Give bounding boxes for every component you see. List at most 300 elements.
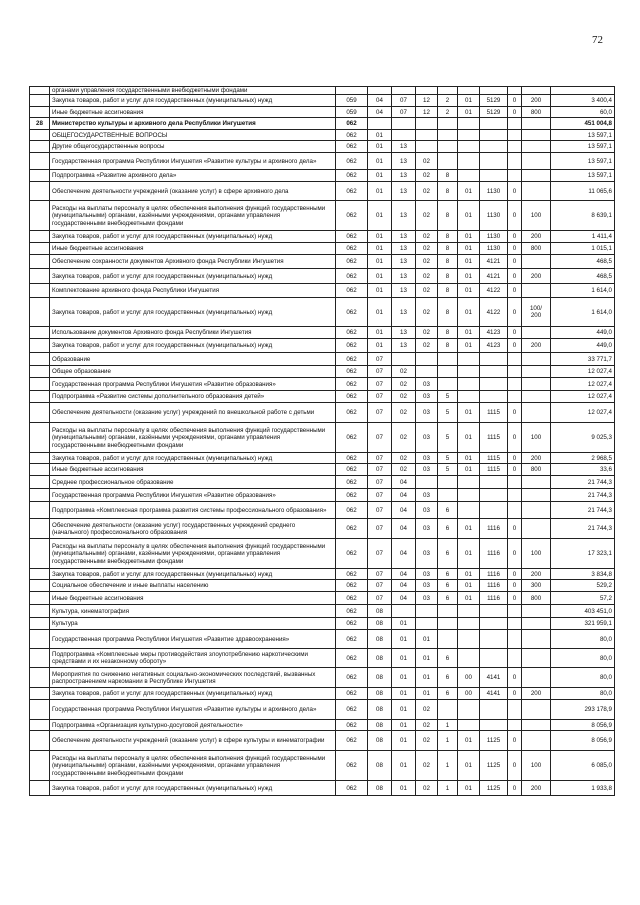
row-amount: 293 178,9 (551, 700, 615, 720)
code-direction: 1115 (480, 453, 508, 464)
code-direction: 1116 (480, 569, 508, 580)
code-gr: 062 (336, 489, 368, 502)
row-amount: 1 614,0 (551, 284, 615, 298)
code-gr: 062 (336, 700, 368, 720)
code-rz: 08 (368, 618, 392, 630)
code-vr (522, 378, 551, 391)
code-direction (480, 502, 508, 519)
code-event (458, 476, 480, 489)
code-direction: 1115 (480, 403, 508, 423)
code-vr (522, 502, 551, 519)
table-row (30, 502, 615, 519)
code-gr: 059 (336, 107, 368, 118)
code-program: 12 (416, 95, 438, 107)
code-program: 02 (416, 700, 438, 720)
row-name: Подпрограмма «Комплексные меры противодействия злоупотреблению наркотическими средствами и их незаконному обороту» (50, 649, 336, 668)
code-program: 02 (416, 269, 438, 284)
code-event: 01 (458, 423, 480, 453)
code-gr: 062 (336, 118, 368, 130)
code-subprogram: 1 (438, 751, 458, 781)
table-row (30, 269, 615, 284)
code-pr: 02 (392, 366, 416, 378)
code-direction-suffix: 0 (508, 539, 522, 569)
row-amount: 449,0 (551, 339, 615, 353)
row-name: Культура, кинематография (50, 605, 336, 618)
code-direction: 1130 (480, 182, 508, 201)
code-event: 01 (458, 255, 480, 269)
code-program (416, 141, 438, 153)
row-number (30, 339, 50, 353)
code-direction (480, 700, 508, 720)
row-number (30, 87, 50, 95)
code-rz: 01 (368, 339, 392, 353)
code-program: 03 (416, 378, 438, 391)
code-direction (480, 118, 508, 130)
code-direction-suffix (508, 630, 522, 649)
code-direction: 4122 (480, 298, 508, 327)
code-event: 01 (458, 781, 480, 796)
table-row (30, 353, 615, 366)
code-event: 01 (458, 182, 480, 201)
table-row (30, 366, 615, 378)
code-vr (522, 519, 551, 539)
code-pr: 13 (392, 201, 416, 231)
code-vr: 200 (522, 453, 551, 464)
row-amount: 13 597,1 (551, 130, 615, 141)
row-name: Комплектование архивного фонда Республики Ингушетия (50, 284, 336, 298)
code-vr: 800 (522, 592, 551, 605)
code-subprogram: 8 (438, 269, 458, 284)
row-name: Государственная программа Республики Ингушетия «Развитие здравоохранения» (50, 630, 336, 649)
row-name: Расходы на выплаты персоналу в целях обеспечения выполнения функций государственными (муниципальными) органами, казёнными учреждениями, органами управления государственными внебюджетными фондами (50, 201, 336, 231)
code-direction (480, 630, 508, 649)
row-amount: 2 968,5 (551, 453, 615, 464)
code-rz: 08 (368, 630, 392, 649)
code-rz: 07 (368, 391, 392, 403)
code-vr (522, 731, 551, 751)
table-row (30, 569, 615, 580)
code-program: 03 (416, 519, 438, 539)
row-number (30, 327, 50, 339)
code-pr: 01 (392, 618, 416, 630)
row-name: Закупка товаров, работ и услуг для государственных (муниципальных) нужд (50, 231, 336, 243)
code-direction: 4141 (480, 688, 508, 700)
code-direction: 4121 (480, 269, 508, 284)
code-pr: 01 (392, 781, 416, 796)
code-gr: 062 (336, 339, 368, 353)
row-name: Мероприятия по снижению негативных социально-экономических последствий, вызванных распространением наркомании в Республике Ингушетия (50, 668, 336, 688)
code-event: 01 (458, 201, 480, 231)
code-gr: 062 (336, 298, 368, 327)
code-direction-suffix (508, 489, 522, 502)
row-amount: 321 959,1 (551, 618, 615, 630)
code-vr: 300 (522, 580, 551, 592)
code-rz: 01 (368, 170, 392, 182)
code-direction-suffix: 0 (508, 327, 522, 339)
code-direction-suffix (508, 378, 522, 391)
budget-table-body (30, 87, 615, 796)
code-direction: 5129 (480, 95, 508, 107)
row-amount: 17 323,1 (551, 539, 615, 569)
row-number (30, 391, 50, 403)
code-vr (522, 700, 551, 720)
row-amount: 12 027,4 (551, 378, 615, 391)
code-vr (522, 153, 551, 170)
code-event (458, 118, 480, 130)
code-program: 02 (416, 751, 438, 781)
code-gr: 062 (336, 153, 368, 170)
row-number (30, 201, 50, 231)
code-subprogram: 8 (438, 339, 458, 353)
table-row (30, 327, 615, 339)
row-number (30, 284, 50, 298)
row-number (30, 731, 50, 751)
code-direction: 1116 (480, 539, 508, 569)
code-subprogram: 8 (438, 255, 458, 269)
row-name: Обеспечение деятельности (оказание услуг) учреждений по внешкольной работе с детьми (50, 403, 336, 423)
row-number (30, 107, 50, 118)
code-direction-suffix (508, 141, 522, 153)
code-program: 02 (416, 182, 438, 201)
code-event (458, 720, 480, 731)
table-row (30, 107, 615, 118)
row-name: Обеспечение деятельности (оказание услуг) государственных учреждений среднего (начального) профессионального образования (50, 519, 336, 539)
code-direction: 1115 (480, 464, 508, 476)
code-direction-suffix: 0 (508, 751, 522, 781)
table-row (30, 649, 615, 668)
table-row (30, 118, 615, 130)
row-amount: 12 027,4 (551, 403, 615, 423)
code-event: 01 (458, 731, 480, 751)
code-gr: 062 (336, 453, 368, 464)
table-row (30, 170, 615, 182)
code-program: 02 (416, 243, 438, 255)
table-row (30, 201, 615, 231)
code-direction-suffix: 0 (508, 182, 522, 201)
code-pr (392, 605, 416, 618)
row-name: Закупка товаров, работ и услуг для государственных (муниципальных) нужд (50, 298, 336, 327)
code-direction-suffix: 0 (508, 107, 522, 118)
row-name: Культура (50, 618, 336, 630)
code-rz: 01 (368, 327, 392, 339)
budget-table (29, 86, 615, 796)
code-vr (522, 403, 551, 423)
code-rz: 01 (368, 298, 392, 327)
code-subprogram: 8 (438, 231, 458, 243)
code-pr: 13 (392, 269, 416, 284)
code-direction-suffix (508, 130, 522, 141)
row-name: Образование (50, 353, 336, 366)
code-event: 01 (458, 298, 480, 327)
code-program: 03 (416, 423, 438, 453)
code-direction-suffix: 0 (508, 580, 522, 592)
code-gr: 062 (336, 618, 368, 630)
code-subprogram (438, 141, 458, 153)
code-vr (522, 366, 551, 378)
code-rz: 01 (368, 201, 392, 231)
row-amount: 12 027,4 (551, 391, 615, 403)
row-amount: 1 015,1 (551, 243, 615, 255)
code-gr: 062 (336, 231, 368, 243)
code-program: 02 (416, 284, 438, 298)
code-program: 02 (416, 731, 438, 751)
code-vr: 800 (522, 107, 551, 118)
code-event (458, 141, 480, 153)
row-number (30, 720, 50, 731)
row-number (30, 519, 50, 539)
code-rz: 08 (368, 668, 392, 688)
code-pr: 13 (392, 170, 416, 182)
table-row (30, 630, 615, 649)
code-subprogram (438, 353, 458, 366)
code-rz: 07 (368, 453, 392, 464)
code-vr (522, 618, 551, 630)
code-pr: 01 (392, 688, 416, 700)
table-row (30, 378, 615, 391)
code-program (416, 353, 438, 366)
table-row (30, 243, 615, 255)
code-direction-suffix: 0 (508, 255, 522, 269)
code-gr: 059 (336, 95, 368, 107)
code-direction: 1116 (480, 580, 508, 592)
code-event (458, 489, 480, 502)
code-pr: 04 (392, 489, 416, 502)
code-pr: 02 (392, 391, 416, 403)
code-program (416, 476, 438, 489)
code-program (416, 366, 438, 378)
code-direction-suffix: 0 (508, 298, 522, 327)
code-gr: 062 (336, 539, 368, 569)
code-subprogram: 1 (438, 781, 458, 796)
code-subprogram: 6 (438, 649, 458, 668)
table-row (30, 731, 615, 751)
code-event (458, 618, 480, 630)
code-subprogram: 6 (438, 519, 458, 539)
code-gr: 062 (336, 781, 368, 796)
code-event (458, 649, 480, 668)
code-event: 01 (458, 107, 480, 118)
code-event (458, 130, 480, 141)
code-rz: 01 (368, 284, 392, 298)
code-rz: 08 (368, 605, 392, 618)
row-number (30, 489, 50, 502)
code-direction-suffix (508, 391, 522, 403)
row-number (30, 298, 50, 327)
code-gr: 062 (336, 688, 368, 700)
code-gr: 062 (336, 141, 368, 153)
code-program (416, 605, 438, 618)
code-direction-suffix (508, 476, 522, 489)
code-pr: 13 (392, 141, 416, 153)
code-direction-suffix (508, 720, 522, 731)
code-gr: 062 (336, 403, 368, 423)
row-name: Обеспечение сохранности документов Архивного фонда Республики Ингушетия (50, 255, 336, 269)
code-direction-suffix: 0 (508, 688, 522, 700)
code-rz: 07 (368, 502, 392, 519)
code-subprogram: 8 (438, 243, 458, 255)
code-program: 03 (416, 403, 438, 423)
code-vr (522, 182, 551, 201)
code-vr (522, 118, 551, 130)
row-name: Расходы на выплаты персоналу в целях обеспечения выполнения функций государственными (муниципальными) органами, казёнными учреждениями, органами управления государственными внебюджетными фондами (50, 539, 336, 569)
code-event (458, 170, 480, 182)
code-rz: 01 (368, 182, 392, 201)
code-vr: 100 (522, 201, 551, 231)
code-direction-suffix (508, 618, 522, 630)
row-number (30, 231, 50, 243)
table-row (30, 298, 615, 327)
code-subprogram (438, 630, 458, 649)
code-event (458, 502, 480, 519)
code-subprogram (438, 87, 458, 95)
table-row (30, 423, 615, 453)
row-number (30, 476, 50, 489)
code-subprogram: 8 (438, 298, 458, 327)
code-direction: 4123 (480, 327, 508, 339)
table-row (30, 391, 615, 403)
code-vr: 800 (522, 464, 551, 476)
code-direction-suffix: 0 (508, 592, 522, 605)
code-pr: 13 (392, 284, 416, 298)
code-direction (480, 153, 508, 170)
code-vr: 200 (522, 339, 551, 353)
row-number (30, 580, 50, 592)
table-row (30, 592, 615, 605)
code-subprogram: 6 (438, 580, 458, 592)
row-name: ОБЩЕГОСУДАРСТВЕННЫЕ ВОПРОСЫ (50, 130, 336, 141)
code-event (458, 391, 480, 403)
code-direction (480, 130, 508, 141)
code-subprogram: 5 (438, 464, 458, 476)
code-program: 03 (416, 502, 438, 519)
code-gr: 062 (336, 668, 368, 688)
row-number (30, 255, 50, 269)
code-direction: 1125 (480, 781, 508, 796)
page-number: 72 (592, 34, 603, 46)
code-subprogram (438, 700, 458, 720)
code-direction-suffix: 0 (508, 339, 522, 353)
code-event: 01 (458, 539, 480, 569)
code-program: 02 (416, 231, 438, 243)
code-pr: 13 (392, 243, 416, 255)
code-direction-suffix (508, 153, 522, 170)
code-subprogram: 8 (438, 170, 458, 182)
code-pr: 02 (392, 423, 416, 453)
code-direction-suffix: 0 (508, 269, 522, 284)
code-rz: 07 (368, 519, 392, 539)
row-amount: 468,5 (551, 269, 615, 284)
row-name: Иные бюджетные ассигнования (50, 592, 336, 605)
row-amount: 8 056,9 (551, 731, 615, 751)
row-amount: 449,0 (551, 327, 615, 339)
code-subprogram: 5 (438, 423, 458, 453)
code-pr: 01 (392, 668, 416, 688)
code-gr: 062 (336, 720, 368, 731)
row-name: Использование документов Архивного фонда Республики Ингушетия (50, 327, 336, 339)
code-program: 03 (416, 453, 438, 464)
row-amount: 21 744,3 (551, 489, 615, 502)
code-program: 02 (416, 781, 438, 796)
code-program: 02 (416, 255, 438, 269)
code-gr: 062 (336, 284, 368, 298)
row-name: Закупка товаров, работ и услуг для государственных (муниципальных) нужд (50, 269, 336, 284)
code-direction-suffix: 0 (508, 453, 522, 464)
table-row (30, 668, 615, 688)
code-rz: 01 (368, 153, 392, 170)
code-event (458, 87, 480, 95)
code-gr: 062 (336, 464, 368, 476)
code-rz: 07 (368, 366, 392, 378)
code-pr: 13 (392, 339, 416, 353)
code-direction-suffix (508, 700, 522, 720)
code-event: 00 (458, 668, 480, 688)
code-event (458, 378, 480, 391)
code-pr: 01 (392, 630, 416, 649)
code-vr: 200 (522, 688, 551, 700)
row-amount: 80,0 (551, 649, 615, 668)
table-row (30, 464, 615, 476)
code-gr: 062 (336, 170, 368, 182)
code-rz (368, 87, 392, 95)
row-number (30, 781, 50, 796)
code-event: 01 (458, 339, 480, 353)
row-name: Закупка товаров, работ и услуг для государственных (муниципальных) нужд (50, 453, 336, 464)
code-direction-suffix: 0 (508, 423, 522, 453)
code-pr: 04 (392, 569, 416, 580)
row-amount: 1 614,0 (551, 298, 615, 327)
code-event: 01 (458, 269, 480, 284)
code-rz: 08 (368, 688, 392, 700)
code-vr (522, 327, 551, 339)
code-rz: 07 (368, 569, 392, 580)
code-event: 01 (458, 327, 480, 339)
code-program: 02 (416, 327, 438, 339)
code-direction (480, 378, 508, 391)
code-pr: 02 (392, 464, 416, 476)
row-number (30, 423, 50, 453)
row-amount: 80,0 (551, 630, 615, 649)
code-gr: 062 (336, 731, 368, 751)
code-subprogram (438, 618, 458, 630)
code-subprogram: 1 (438, 720, 458, 731)
row-name: Закупка товаров, работ и услуг для государственных (муниципальных) нужд (50, 95, 336, 107)
row-name: Обеспечение деятельности учреждений (оказание услуг) в сфере культуры и кинематографии (50, 731, 336, 751)
row-amount: 33,6 (551, 464, 615, 476)
code-subprogram: 8 (438, 201, 458, 231)
code-rz: 08 (368, 700, 392, 720)
code-gr: 062 (336, 130, 368, 141)
code-pr: 04 (392, 539, 416, 569)
row-number (30, 243, 50, 255)
row-amount: 13 597,1 (551, 153, 615, 170)
code-program: 01 (416, 688, 438, 700)
code-rz: 07 (368, 592, 392, 605)
row-name: Обеспечение деятельности учреждений (оказание услуг) в сфере архивного дела (50, 182, 336, 201)
code-rz (368, 118, 392, 130)
code-direction: 4123 (480, 339, 508, 353)
code-pr: 04 (392, 502, 416, 519)
row-name: Подпрограмма «Комплексная программа развития системы профессионального образования» (50, 502, 336, 519)
row-amount: 11 065,6 (551, 182, 615, 201)
code-direction-suffix: 0 (508, 201, 522, 231)
code-rz: 04 (368, 95, 392, 107)
code-rz: 01 (368, 141, 392, 153)
table-row (30, 255, 615, 269)
code-program: 02 (416, 170, 438, 182)
code-program: 03 (416, 569, 438, 580)
code-vr (522, 605, 551, 618)
code-direction-suffix: 0 (508, 731, 522, 751)
